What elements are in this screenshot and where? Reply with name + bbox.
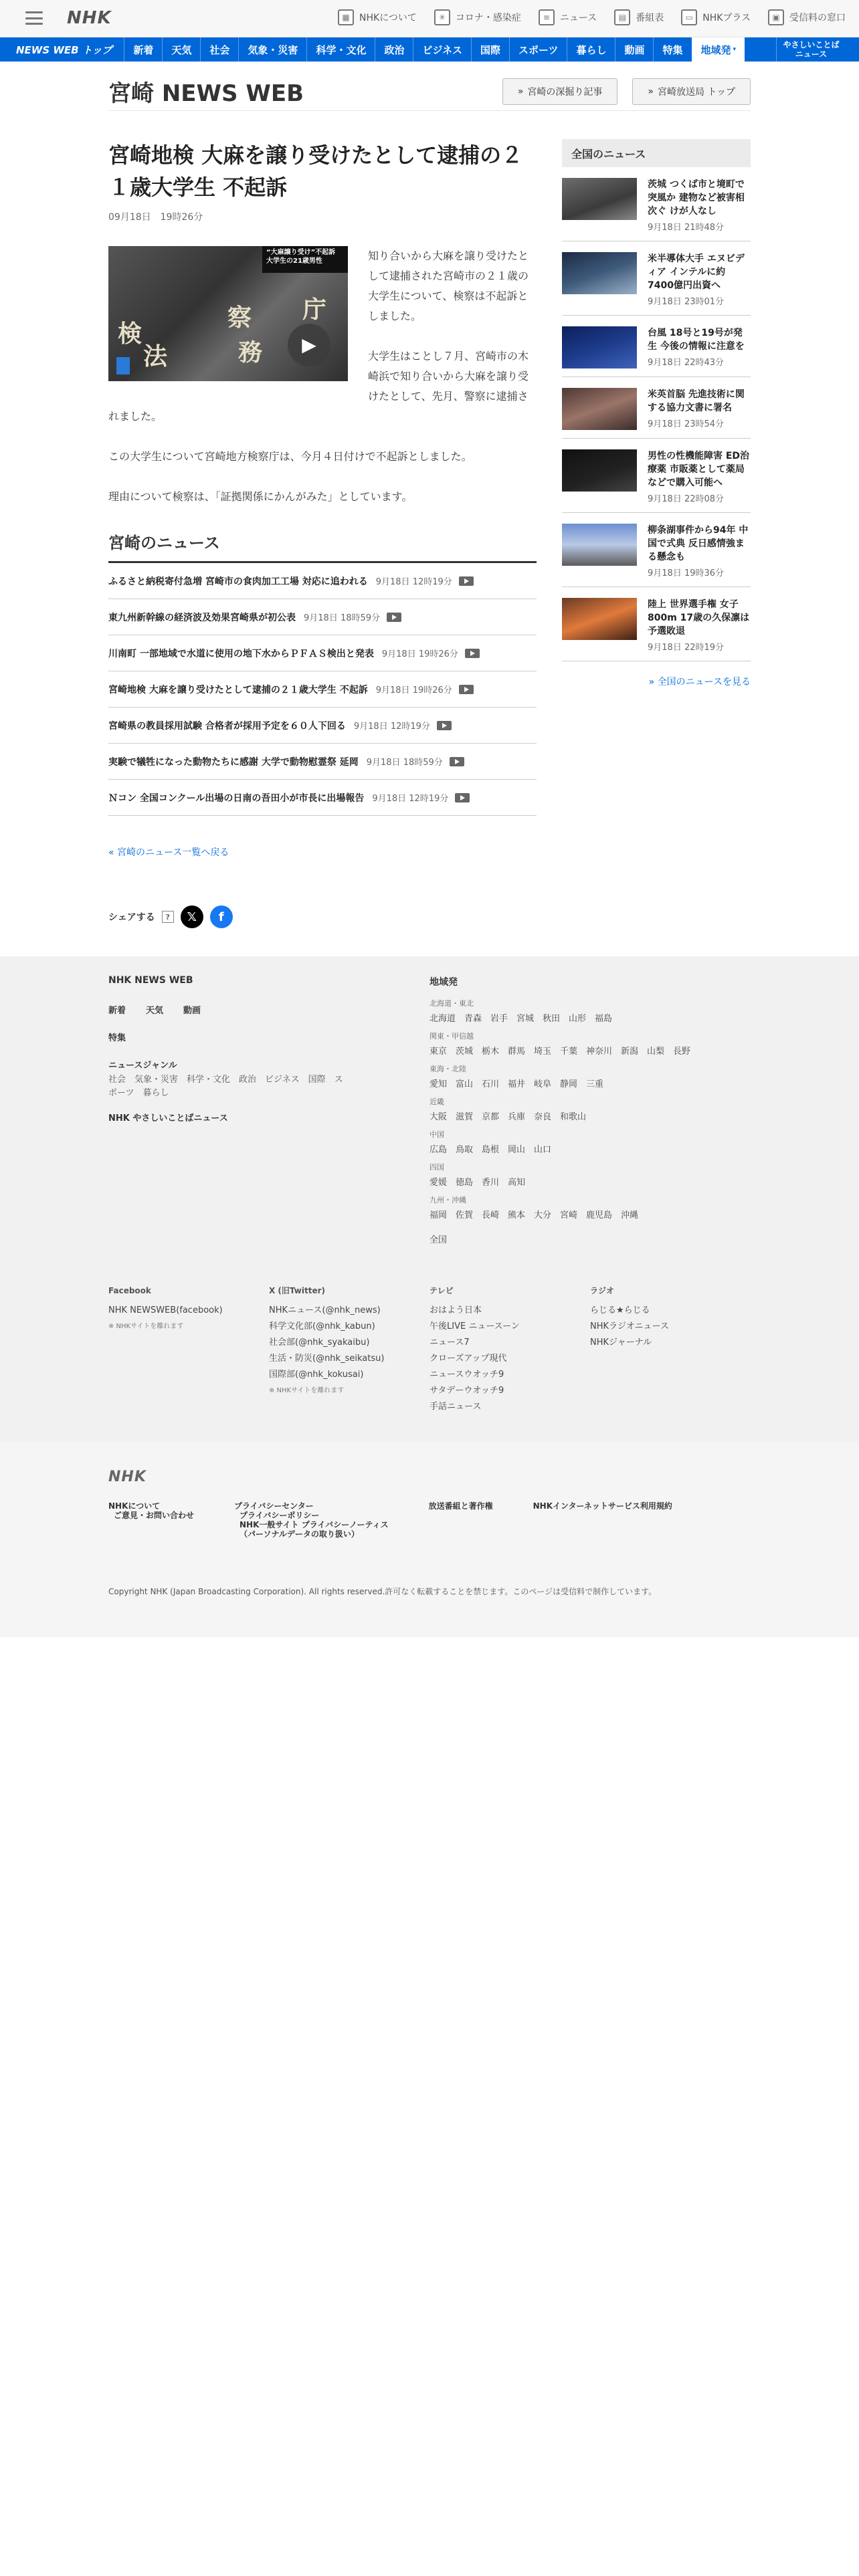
menu-icon[interactable]	[25, 9, 43, 27]
side-news-item[interactable]: 台風 18号と19号が発生 今後の情報に注意を 9月18日 22時43分	[562, 316, 751, 377]
share-bar: シェアする ? 𝕏 f	[108, 905, 537, 928]
article-title: 宮崎地検 大麻を譲り受けたとして逮捕の２１歳大学生 不起訴	[108, 142, 523, 200]
x-link[interactable]: 社会部(@nhk_syakaibu)	[269, 1337, 370, 1348]
list-item[interactable]: 宮崎地検 大麻を譲り受けたとして逮捕の２１歳大学生 不起訴 9月18日 19時26分	[108, 671, 537, 708]
link-corona[interactable]: ✳ コロナ・感染症	[434, 9, 521, 25]
side-news-item[interactable]: 陸上 世界選手権 女子800m 17歳の久保凛は予選敗退 9月18日 22時19分	[562, 587, 751, 661]
article-paragraph: 大学生はことし７月、宮崎市の木崎浜で知り合いから大麻を譲り受けたとして、先月、警察に逮捕されました。	[108, 350, 529, 423]
radio-link[interactable]: NHKジャーナル	[590, 1337, 652, 1348]
link-fee[interactable]: ▣ 受信料の窓口	[768, 9, 846, 25]
copyright: Copyright NHK (Japan Broadcasting Corporation). All rights reserved.許可なく転載することを禁じます。このページは受信料で制作しています。	[108, 1587, 657, 1596]
tv-program-link[interactable]: クローズアップ現代	[430, 1354, 507, 1364]
main-content	[108, 139, 537, 928]
footer-bottom-links	[108, 1501, 751, 1539]
list-item[interactable]: Ｎコン 全国コンクール出場の日南の吾田小が市長に出場報告 9月18日 12時19分	[108, 780, 537, 816]
region-links[interactable]: 愛知 富山 石川 福井 岐阜 静岡 三重	[430, 1079, 604, 1089]
side-news-item[interactable]: 男性の性機能障害 ED治療薬 市販薬として薬局などで購入可能へ 9月18日 22時08分	[562, 439, 751, 513]
x-link[interactable]: NHKニュース(@nhk_news)	[269, 1305, 381, 1315]
region-links[interactable]: 広島 鳥取 島根 岡山 山口	[430, 1145, 552, 1155]
footer-privacy-policy-link[interactable]: プライバシーポリシー	[240, 1511, 320, 1520]
region-links[interactable]: 大阪 滋賀 京都 兵庫 奈良 和歌山	[430, 1112, 587, 1122]
footer-nhk-logo[interactable]: NHK	[108, 1469, 147, 1485]
tv-program-link[interactable]: ニュース7	[430, 1337, 470, 1348]
nav-item-video[interactable]: 動画	[615, 37, 653, 62]
footer-about-link[interactable]: NHKについて	[108, 1501, 161, 1511]
nav-item-feature[interactable]: 特集	[653, 37, 691, 62]
main-nav	[0, 37, 859, 62]
top-links	[338, 9, 846, 25]
video-icon	[465, 649, 480, 658]
video-icon	[450, 757, 464, 766]
region-all-link[interactable]: 全国	[430, 1235, 448, 1245]
footer-contact-link[interactable]: ご意見・お問い合わせ	[114, 1511, 195, 1520]
top-bar	[0, 0, 859, 37]
footer-link-video[interactable]: 動画	[183, 1006, 201, 1016]
side-news-item[interactable]: 柳条湖事件から94年 中国で式典 反日感情強まる懸念も 9月18日 19時36分	[562, 513, 751, 587]
x-link[interactable]: 生活・防災(@nhk_seikatsu)	[269, 1354, 385, 1364]
article-video[interactable]: 検 察 庁 法 務 “大麻譲り受け”不起訴 大学生の21歳男性 ▶	[108, 246, 348, 381]
station-top-button[interactable]: » 宮崎放送局 トップ	[632, 78, 751, 105]
help-icon[interactable]: ?	[162, 911, 174, 923]
page-title: 宮崎 NEWS WEB	[108, 80, 304, 107]
x-share-icon[interactable]: 𝕏	[181, 905, 203, 928]
facebook-link[interactable]: NHK NEWSWEB(facebook)	[108, 1305, 223, 1315]
footer-link-weather[interactable]: 天気	[146, 1006, 164, 1016]
footer-regions: 地域発 北海道・東北 北海道 青森 岩手 宮城 秋田 山形 福島 関東・甲信越 東京 茨城 栃木 群馬 埼玉 千葉 神奈川 新潟 山梨 長野 東海・北陸 愛知 富山 石川 福井 岐阜 静岡 三重 近畿 大阪 滋賀 京都 兵庫 奈良 和歌山 中国 広島 鳥取 島根 岡山 山口 四国 愛媛 徳島 香川 高知 九州・沖縄 福岡 佐賀 長崎 熊本 大分 宮崎 鹿児島 沖縄 全国	[430, 975, 751, 1245]
footer-link-new[interactable]: 新着	[108, 1006, 126, 1016]
news-thumbnail	[562, 388, 637, 430]
truck-icon: ▣	[768, 9, 784, 25]
video-icon	[459, 685, 474, 694]
nav-item-business[interactable]: ビジネス	[413, 37, 471, 62]
nav-item-region[interactable]: 地域発 ▾	[692, 37, 745, 62]
nav-item-life[interactable]: 暮らし	[567, 37, 615, 62]
footer-broadcast-link[interactable]: 放送番組と著作権	[428, 1501, 493, 1511]
station-mark	[116, 357, 130, 374]
footer-link-feature[interactable]: 特集	[108, 1033, 126, 1043]
section-title: 宮崎のニュース	[108, 530, 537, 563]
nav-item-disaster[interactable]: 気象・災害	[238, 37, 306, 62]
region-links[interactable]: 東京 茨城 栃木 群馬 埼玉 千葉 神奈川 新潟 山梨 長野	[430, 1047, 691, 1057]
side-news-item[interactable]: 米英首脳 先進技術に関する協力文書に署名 9月18日 23時54分	[562, 377, 751, 439]
chevron-right-icon: »	[517, 86, 524, 97]
facebook-share-icon[interactable]: f	[210, 905, 233, 928]
tv-program-link[interactable]: おはよう日本	[430, 1305, 482, 1315]
virus-icon: ✳	[434, 9, 450, 25]
link-nhkplus[interactable]: ▭ NHKプラス	[681, 9, 751, 25]
link-program[interactable]: ▤ 番組表	[614, 9, 664, 25]
newspaper-icon: ≡	[539, 9, 555, 25]
link-about-nhk[interactable]: ▦ NHKについて	[338, 9, 417, 25]
footer-genres[interactable]: 社会 気象・災害 科学・文化 政治 ビジネス 国際 スポーツ 暮らし	[108, 1075, 343, 1098]
nav-item-society[interactable]: 社会	[200, 37, 238, 62]
footer	[0, 956, 859, 1442]
region-links[interactable]: 愛媛 徳島 香川 高知	[430, 1178, 526, 1188]
back-to-list-link[interactable]: « 宮崎のニュース一覧へ戻る	[108, 847, 229, 858]
nav-item-politics[interactable]: 政治	[375, 37, 413, 62]
local-news-section	[108, 530, 537, 859]
nav-easy-news[interactable]: やさしいことば ニュース	[776, 37, 846, 62]
tv-program-link[interactable]: サタデーウオッチ9	[430, 1386, 504, 1396]
footer-social: Facebook NHK NEWSWEB(facebook) ※ NHKサイトを離れます X (旧Twitter) NHKニュース(@nhk_news) 科学文化部(@nhk_kabun) 社会部(@nhk_syakaibu) 生活・防災(@nhk_seikatsu) 国際部(@nhk_kokusai) ※ NHKサイトを離れます テレビ おはよう日本 午後LIVE ニュースーン ニュース7 クローズアップ現代 ニュースウオッチ9 サタデーウオッチ9 手話ニュース ラジオ らじる★らじる NHKラジオニュース NHKジャーナル	[108, 1283, 751, 1415]
region-links[interactable]: 北海道 青森 岩手 宮城 秋田 山形 福島	[430, 1014, 613, 1024]
region-links[interactable]: 福岡 佐賀 長崎 熊本 大分 宮崎 鹿児島 沖縄	[430, 1210, 639, 1220]
footer-terms-link[interactable]: NHKインターネットサービス利用規約	[533, 1501, 672, 1511]
footer-bottom	[0, 1442, 859, 1637]
video-icon	[459, 576, 474, 586]
video-caption: “大麻譲り受け”不起訴 大学生の21歳男性	[262, 246, 348, 273]
page-container	[108, 79, 751, 928]
article-date: 09月18日 19時26分	[108, 212, 203, 223]
video-icon	[387, 613, 401, 622]
list-item[interactable]: 川南町 一部地域で水道に使用の地下水からＰＦＡＳ検出と発表 9月18日 19時26分	[108, 635, 537, 671]
nav-item-science[interactable]: 科学・文化	[306, 37, 375, 62]
nav-item-sports[interactable]: スポーツ	[509, 37, 567, 62]
nhk-logo[interactable]: NHK	[67, 8, 112, 28]
side-news-item[interactable]: 米半導体大手 エヌビディア インテルに約7400億円出資へ 9月18日 23時01分	[562, 241, 751, 316]
news-thumbnail	[562, 178, 637, 220]
footer-newsweb: NHK NEWS WEB 新着 天気 動画 特集 ニュースジャンル 社会 気象・災害 科学・文化 政治 ビジネス 国際 スポーツ 暮らし NHK やさしいことばニュース	[108, 975, 430, 1245]
nav-item-international[interactable]: 国際	[471, 37, 509, 62]
chevron-right-icon: »	[648, 677, 658, 687]
article-paragraph: この大学生について宮崎地方検察庁は、今月４日付けで不起訴としました。	[108, 450, 472, 463]
nav-newsweb-top[interactable]: NEWS WEB トップ	[16, 43, 112, 56]
video-icon	[455, 793, 470, 802]
tv-program-link[interactable]: 午後LIVE ニュースーン	[430, 1321, 520, 1331]
sidebar	[562, 139, 751, 928]
list-item[interactable]: 宮崎県の教員採用試験 合格者が採用予定を６０人下回る 9月18日 12時19分	[108, 708, 537, 744]
link-news[interactable]: ≡ ニュース	[539, 9, 597, 25]
more-national-news-link[interactable]: » 全国のニュースを見る	[648, 677, 751, 687]
footer-privacy-center-link[interactable]: プライバシーセンター	[234, 1501, 314, 1511]
nav-item-new[interactable]: 新着	[124, 37, 162, 62]
page-header	[108, 79, 751, 111]
footer-privacy-notice-link[interactable]: NHK一般サイト プライバシーノーティス （パーソナルデータの取り扱い）	[240, 1520, 389, 1539]
building-icon: ▦	[338, 9, 354, 25]
news-thumbnail	[562, 326, 637, 368]
news-thumbnail	[562, 449, 637, 492]
x-link[interactable]: 科学文化部(@nhk_kabun)	[269, 1321, 375, 1331]
nav-item-weather[interactable]: 天気	[162, 37, 200, 62]
tv-program-link[interactable]: 手話ニュース	[430, 1402, 482, 1412]
side-news-item[interactable]: 茨城 つくば市と境町で 突風か 建物など被害相次ぐ けが人なし 9月18日 21時48分	[562, 167, 751, 241]
chevron-down-icon: ▾	[733, 46, 737, 53]
radio-link[interactable]: NHKラジオニュース	[590, 1321, 669, 1331]
list-item[interactable]: ふるさと納税寄付急増 宮崎市の食肉加工工場 対応に追われる 9月18日 12時19分	[108, 563, 537, 599]
chevron-right-icon: »	[648, 86, 654, 97]
news-thumbnail	[562, 598, 637, 640]
article-body	[108, 246, 537, 507]
news-thumbnail	[562, 524, 637, 566]
chevron-left-icon: «	[108, 847, 118, 858]
calendar-icon: ▤	[614, 9, 630, 25]
article-paragraph: 知り合いから大麻を譲り受けたとして逮捕された宮崎市の２１歳の大学生について、検察は不起訴としました。	[368, 249, 529, 322]
tv-program-link[interactable]: ニュースウオッチ9	[430, 1370, 504, 1380]
feature-articles-button[interactable]: » 宮崎の深掘り記事	[502, 78, 618, 105]
tv-icon: ▭	[681, 9, 697, 25]
news-thumbnail	[562, 252, 637, 294]
play-icon[interactable]: ▶	[288, 324, 330, 366]
radio-link[interactable]: らじる★らじる	[590, 1305, 650, 1315]
footer-link-easy[interactable]: NHK やさしいことばニュース	[108, 1113, 228, 1123]
sidebar-title: 全国のニュース	[562, 139, 751, 167]
list-item[interactable]: 実験で犠牲になった動物たちに感謝 大学で動物慰霊祭 延岡 9月18日 18時59分	[108, 744, 537, 780]
video-icon	[437, 721, 452, 730]
list-item[interactable]: 東九州新幹線の経済波及効果宮崎県が初公表 9月18日 18時59分	[108, 599, 537, 635]
article-paragraph: 理由について検察は、「証拠関係にかんがみた」としています。	[108, 490, 413, 503]
x-link[interactable]: 国際部(@nhk_kokusai)	[269, 1370, 364, 1380]
